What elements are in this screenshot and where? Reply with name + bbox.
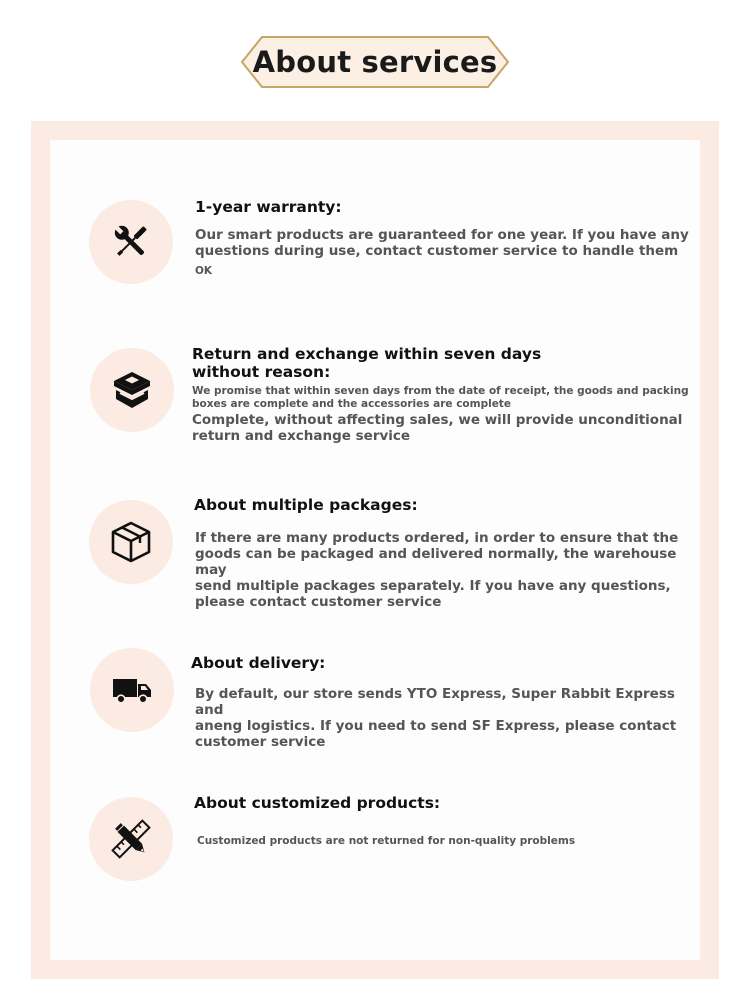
service-icon-circle [89,797,173,881]
service-description: Complete, without affecting sales, we will provide unconditional return and exchange service [192,412,683,444]
page-title: About services [252,45,498,79]
service-item-warranty [50,195,700,295]
service-icon-circle [89,500,173,584]
service-note: OK [195,265,213,277]
service-title: About delivery: [191,654,326,672]
service-icon-circle [90,348,174,432]
service-item-customized [50,790,700,890]
title-banner [240,36,510,88]
services-panel [50,140,700,960]
truck-icon [110,668,154,712]
tools-icon [109,220,153,264]
pencil-ruler-icon [109,817,153,861]
service-title: Return and exchange within seven days without reason: [192,345,542,381]
service-icon-circle [90,648,174,732]
service-item-packages [50,495,700,610]
service-note: We promise that within seven days from the date of receipt, the goods and packing boxes are complete and the accessories are complete [192,385,689,410]
service-item-delivery [50,645,700,750]
service-title: About multiple packages: [194,496,418,514]
service-title: 1-year warranty: [195,198,342,216]
service-description: Our smart products are guaranteed for one year. If you have any questions during use, contact customer service to handle them [195,227,689,259]
service-description: If there are many products ordered, in order to ensure that the goods can be packaged and delivered normally, the warehouse may send multiple packages separately. If you have any questions, please contact customer service [195,530,679,610]
service-title: About customized products: [194,794,441,812]
service-item-return [50,345,700,455]
service-icon-circle [89,200,173,284]
service-note: Customized products are not returned for non-quality problems [197,835,576,847]
service-description: By default, our store sends YTO Express, Super Rabbit Express and aneng logistics. If you need to send SF Express, please contact customer service [195,686,677,750]
package-icon [109,520,153,564]
open-box-icon [110,368,154,412]
